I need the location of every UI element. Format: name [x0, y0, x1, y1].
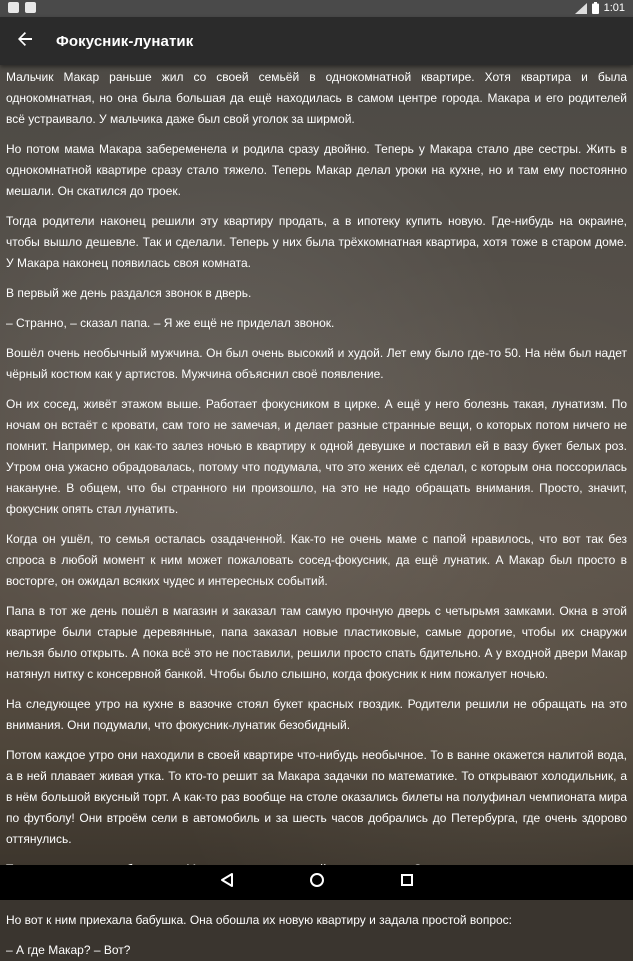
story-paragraph: – Странно, – сказал папа. – Я же ещё не приделал звонок. [6, 316, 335, 330]
story-paragraph: Он их сосед, живёт этажом выше. Работает фокусником в цирке. А ещё у него болезнь такая, лунатизм. По ночам он встаёт с кровати, сам того не замечая, и делает разные странные вещи, о которых потом ничего не помнит. Например, он как-то залез ночью в квартиру к одной девушке и поставил ей в вазу букет белых роз. Утром она ужасно обрадовалась, потому что подумала, что это жених её сделал, с которым она поссорилась накануне. В общем, что бы странного ни произошло, на это не надо обращать внимания. Просто, значит, фокусник опять стал лунатить. [6, 397, 627, 516]
navigation-bar [0, 865, 633, 900]
page-title: Фокусник-лунатик [56, 32, 194, 50]
arrow-back-icon [17, 31, 33, 52]
story-paragraph: В первый же день раздался звонок в дверь. [6, 286, 252, 300]
back-triangle-icon [219, 872, 235, 893]
nav-home-button[interactable] [306, 872, 328, 894]
story-scroll-view[interactable] [0, 65, 633, 957]
story-paragraph: Папа в тот же день пошёл в магазин и заказал там самую прочную дверь с четырьмя замками. Окна в этой квартире были старые деревянные, папа заказал новые пластиковые, самые дорогие, чтобы их снаружи нельзя было открыть. А пока всё это не поставили, решили просто спать бдительно. А у входной двери Макар натянул нитку с консервной банкой. Чтобы было слышно, когда фокусник к ним пожалует ночью. [6, 604, 627, 681]
signal-icon [575, 3, 587, 14]
back-button[interactable] [0, 17, 50, 65]
story-paragraph: Вошёл очень необычный мужчина. Он был очень высокий и худой. Лет ему было где-то 50. На нём был надет чёрный костюм как у артистов. Мужчина объяснил своё появление. [6, 346, 627, 381]
home-circle-icon [309, 872, 325, 893]
story-paragraph: Мальчик Макар раньше жил со своей семьёй в однокомнатной квартире. Хотя квартира и была однокомнатная, но она была большая да ещё находилась в самом центре города. Макара и его родителей всё устраивало. У мальчика даже был свой уголок за ширмой. [6, 70, 627, 126]
story-text [0, 65, 633, 961]
status-bar [0, 0, 633, 17]
nav-back-button[interactable] [216, 872, 238, 894]
notification-icons [8, 2, 36, 13]
system-icons [575, 1, 625, 15]
image-icon [8, 2, 19, 13]
nav-recents-button[interactable] [396, 872, 418, 894]
story-paragraph: Когда он ушёл, то семья осталась озадаченной. Как-то не очень маме с папой нравилось, что вот так без спроса в любой момент к ним может пожаловать сосед-фокусник, да ещё лунатик. А Макар был просто в восторге, он ожидал всяких чудес и интересных событий. [6, 532, 627, 588]
app-bar [0, 17, 633, 65]
android-icon [25, 2, 36, 13]
story-paragraph: Но вот к ним приехала бабушка. Она обошла их новую квартиру и задала простой вопрос: [6, 913, 513, 927]
recents-square-icon [400, 873, 414, 892]
story-paragraph: На следующее утро на кухне в вазочке стоял букет красных гвоздик. Родители решили не обращать на это внимания. Они подумали, что фокусник-лунатик безобидный. [6, 697, 627, 732]
story-paragraph: Но потом мама Макара забеременела и родила сразу двойню. Теперь у Макара стало две сестры. Жить в однокомнатной квартире сразу стало тяжело. Теперь Макар делал уроки на кухне, но и там ему постоянно мешали. Он скатился до троек. [6, 142, 627, 198]
status-time: 1:01 [603, 2, 625, 14]
story-paragraph: Потом каждое утро они находили в своей квартире что-нибудь необычное. То в ванне окажется налитой вода, а в ней плавает живая утка. То кто-то решит за Макара задачки по математике. То открывают холодильник, а в нём большой вкусный торт. А как-то раз вообще на столе оказались билеты на полуфинал чемпионата мира по футболу! Они втроём сели в автомобиль и за шесть часов добрались до Петербурга, где очень здорово оттянулись. [6, 748, 627, 846]
story-paragraph: – А где Макар? – Вот? [6, 943, 131, 957]
story-paragraph: Тогда родители наконец решили эту квартиру продать, а в ипотеку купить новую. Где-нибудь на окраине, чтобы вышло дешевле. Так и сделали. Теперь у них была трёхкомнатная квартира, хотя тоже в старом доме. У Макара наконец появилась своя комната. [6, 214, 627, 270]
battery-icon [592, 2, 599, 14]
